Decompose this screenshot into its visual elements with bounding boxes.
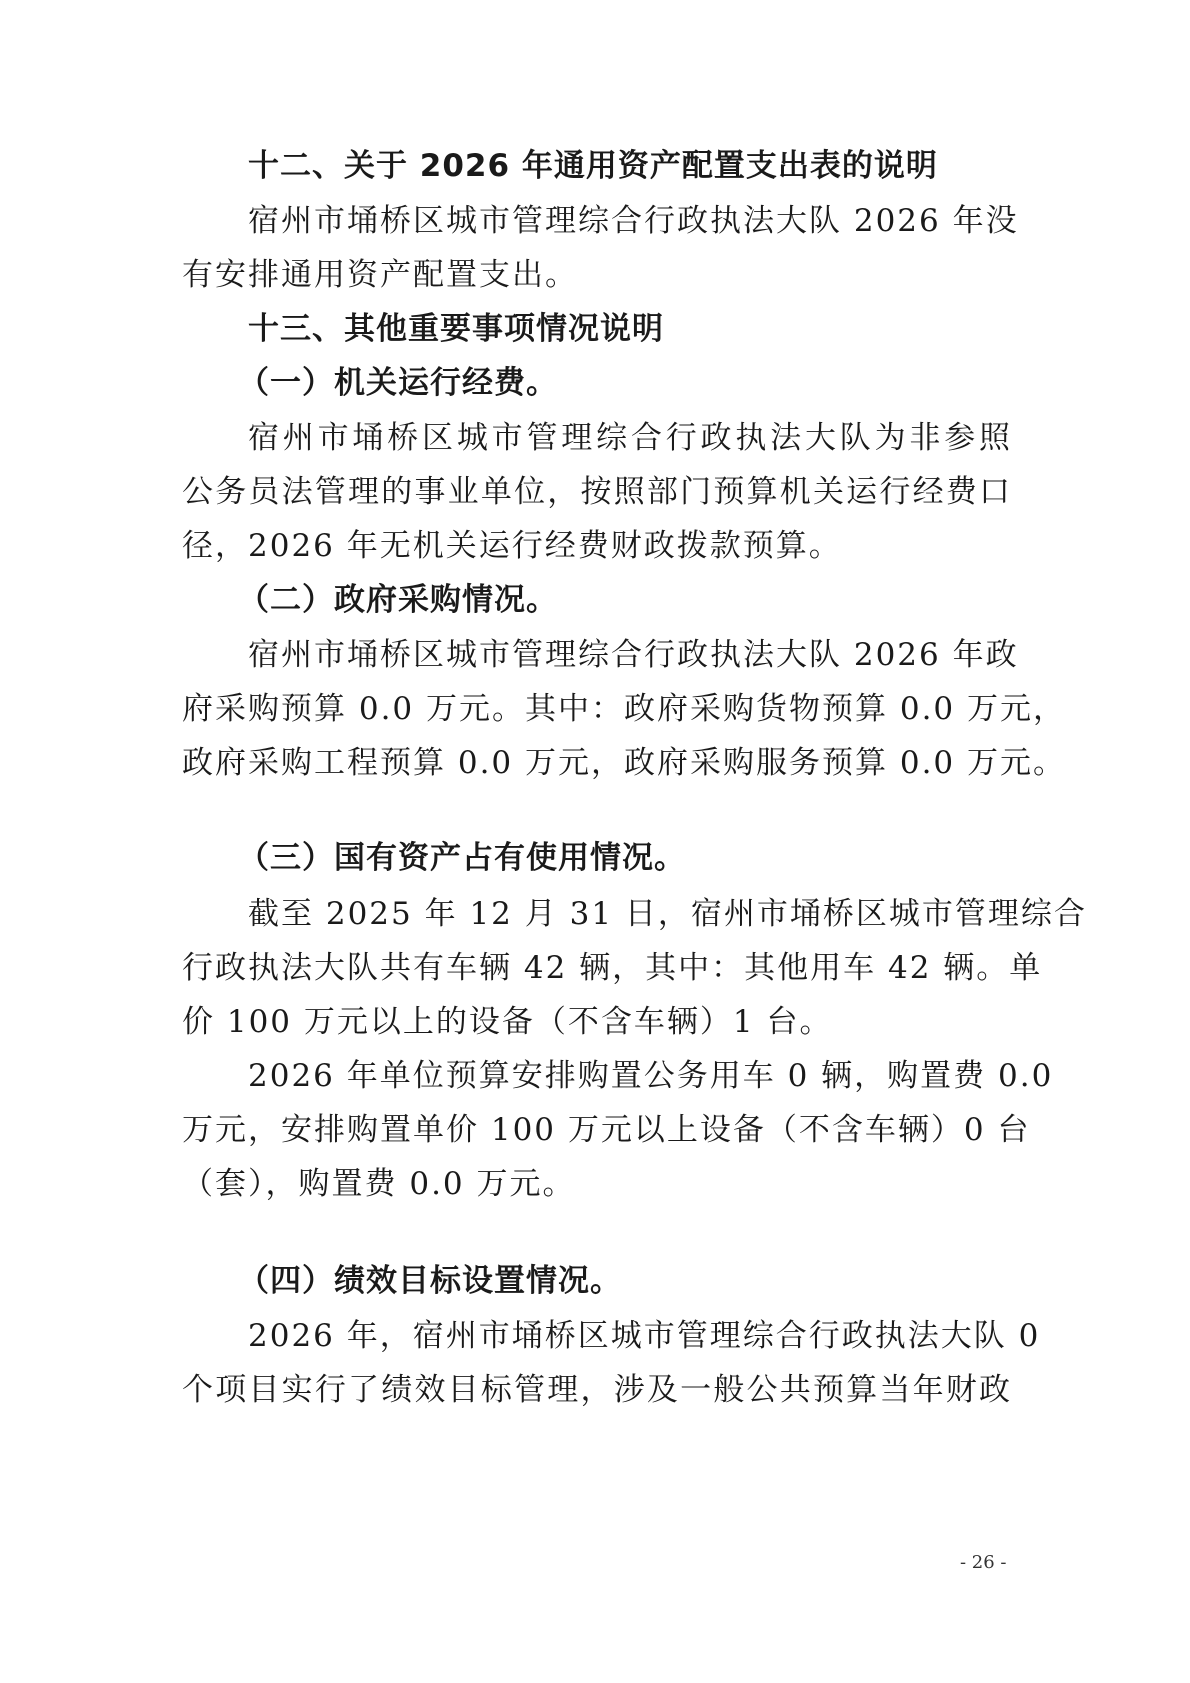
sub3-para1-line-1: 截至 2025 年 12 月 31 日，宿州市埇桥区城市管理综合 [248,896,1087,932]
section-12-para-line-1: 宿州市埇桥区城市管理综合行政执法大队 2026 年没 [248,203,1019,239]
sub1-para-line-1: 宿州市埇桥区城市管理综合行政执法大队为非参照 [248,420,1012,456]
sub3-para1-line-3: 价 100 万元以上的设备（不含车辆）1 台。 [182,1004,833,1040]
sub3-para2-line-1: 2026 年单位预算安排购置公务用车 0 辆，购置费 0.0 [248,1058,1054,1094]
sub2-heading: （二）政府采购情况。 [238,582,558,618]
sub2-para-line-2: 府采购预算 0.0 万元。其中：政府采购货物预算 0.0 万元， [182,691,1067,727]
section-12-para-line-2: 有安排通用资产配置支出。 [182,257,578,293]
sub3-para2-line-2: 万元，安排购置单价 100 万元以上设备（不含车辆）0 台 [182,1112,1031,1148]
sub4-para-line-2: 个项目实行了绩效目标管理，涉及一般公共预算当年财政 [182,1372,1012,1408]
sub2-para-line-1: 宿州市埇桥区城市管理综合行政执法大队 2026 年政 [248,637,1019,673]
section-12-heading: 十二、关于 2026 年通用资产配置支出表的说明 [248,148,938,184]
page-number: - 26 - [960,1552,1007,1573]
sub1-para-line-3: 径，2026 年无机关运行经费财政拨款预算。 [182,528,842,564]
sub1-heading: （一）机关运行经费。 [238,365,558,401]
sub2-para-line-3: 政府采购工程预算 0.0 万元，政府采购服务预算 0.0 万元。 [182,745,1067,781]
sub3-para1-line-2: 行政执法大队共有车辆 42 辆，其中：其他用车 42 辆。单 [182,950,1043,986]
sub3-para2-line-3: （套），购置费 0.0 万元。 [182,1166,576,1202]
sub3-heading: （三）国有资产占有使用情况。 [238,840,686,876]
sub4-para-line-1: 2026 年，宿州市埇桥区城市管理综合行政执法大队 0 [248,1318,1041,1354]
section-13-heading: 十三、其他重要事项情况说明 [248,311,664,347]
sub4-heading: （四）绩效目标设置情况。 [238,1263,622,1299]
sub1-para-line-2: 公务员法管理的事业单位，按照部门预算机关运行经费口 [182,474,1012,510]
